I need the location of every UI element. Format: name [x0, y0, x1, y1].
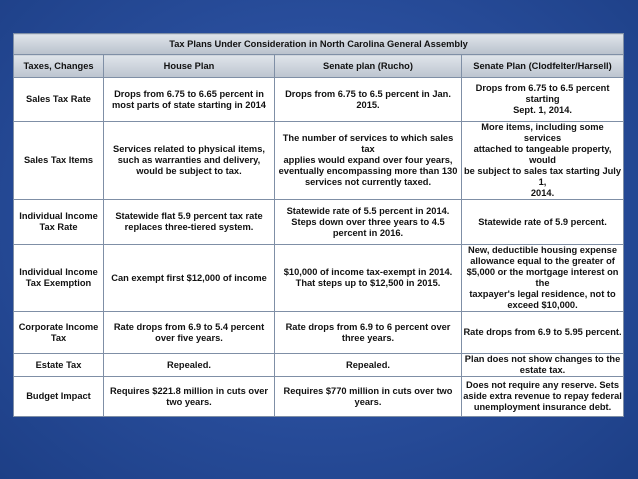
senate-rucho-cell: The number of services to which sales tax applies would expand over four years, eventually encompassing more than 130 services not currently taxed. — [275, 122, 462, 200]
senate-clodfelter-cell: Drops from 6.75 to 6.5 percent starting Sept. 1, 2014. — [462, 78, 624, 122]
row-label: Estate Tax — [14, 354, 104, 377]
table-row — [14, 354, 624, 377]
senate-rucho-cell: Requires $770 million in cuts over two years. — [275, 377, 462, 417]
house-plan-cell: Repealed. — [104, 354, 275, 377]
row-label: Sales Tax Rate — [14, 78, 104, 122]
row-label: Individual Income Tax Exemption — [14, 245, 104, 312]
column-header-senate-rucho: Senate plan (Rucho) — [275, 55, 462, 78]
column-header-taxes: Taxes, Changes — [14, 55, 104, 78]
table-row — [14, 312, 624, 354]
table-row — [14, 78, 624, 122]
column-header-house-plan: House Plan — [104, 55, 275, 78]
senate-clodfelter-cell: Statewide rate of 5.9 percent. — [462, 200, 624, 245]
house-plan-cell: Drops from 6.75 to 6.65 percent in most parts of state starting in 2014 — [104, 78, 275, 122]
senate-rucho-cell: Statewide rate of 5.5 percent in 2014. Steps down over three years to 4.5 percent in 2016. — [275, 200, 462, 245]
house-plan-cell: Can exempt first $12,000 of income — [104, 245, 275, 312]
table-row — [14, 245, 624, 312]
house-plan-cell: Services related to physical items, such as warranties and delivery, would be subject to tax. — [104, 122, 275, 200]
row-label: Corporate Income Tax — [14, 312, 104, 354]
senate-clodfelter-cell: New, deductible housing expense allowance equal to the greater of $5,000 or the mortgage interest on the taxpayer's legal residence, not to exceed $10,000. — [462, 245, 624, 312]
senate-rucho-cell: Drops from 6.75 to 6.5 percent in Jan. 2015. — [275, 78, 462, 122]
senate-rucho-cell: Repealed. — [275, 354, 462, 377]
column-header-senate-clodfelter: Senate Plan (Clodfelter/Harsell) — [462, 55, 624, 78]
table-row — [14, 377, 624, 417]
senate-clodfelter-cell: More items, including some services attached to tangeable property, would be subject to sales tax starting July 1, 2014. — [462, 122, 624, 200]
row-label: Sales Tax Items — [14, 122, 104, 200]
house-plan-cell: Statewide flat 5.9 percent tax rate replaces three-tiered system. — [104, 200, 275, 245]
row-label: Individual Income Tax Rate — [14, 200, 104, 245]
tax-plans-table — [13, 33, 624, 417]
house-plan-cell: Requires $221.8 million in cuts over two years. — [104, 377, 275, 417]
row-label: Budget Impact — [14, 377, 104, 417]
senate-rucho-cell: $10,000 of income tax-exempt in 2014. That steps up to $12,500 in 2015. — [275, 245, 462, 312]
senate-clodfelter-cell: Plan does not show changes to the estate tax. — [462, 354, 624, 377]
table-header-row — [14, 55, 624, 78]
table-title: Tax Plans Under Consideration in North Carolina General Assembly — [14, 34, 624, 55]
house-plan-cell: Rate drops from 6.9 to 5.4 percent over five years. — [104, 312, 275, 354]
senate-clodfelter-cell: Does not require any reserve. Sets aside extra revenue to repay federal unemployment insurance debt. — [462, 377, 624, 417]
senate-clodfelter-cell: Rate drops from 6.9 to 5.95 percent. — [462, 312, 624, 354]
senate-rucho-cell: Rate drops from 6.9 to 6 percent over three years. — [275, 312, 462, 354]
table-row — [14, 122, 624, 200]
table-row — [14, 200, 624, 245]
table-title-row — [14, 34, 624, 55]
